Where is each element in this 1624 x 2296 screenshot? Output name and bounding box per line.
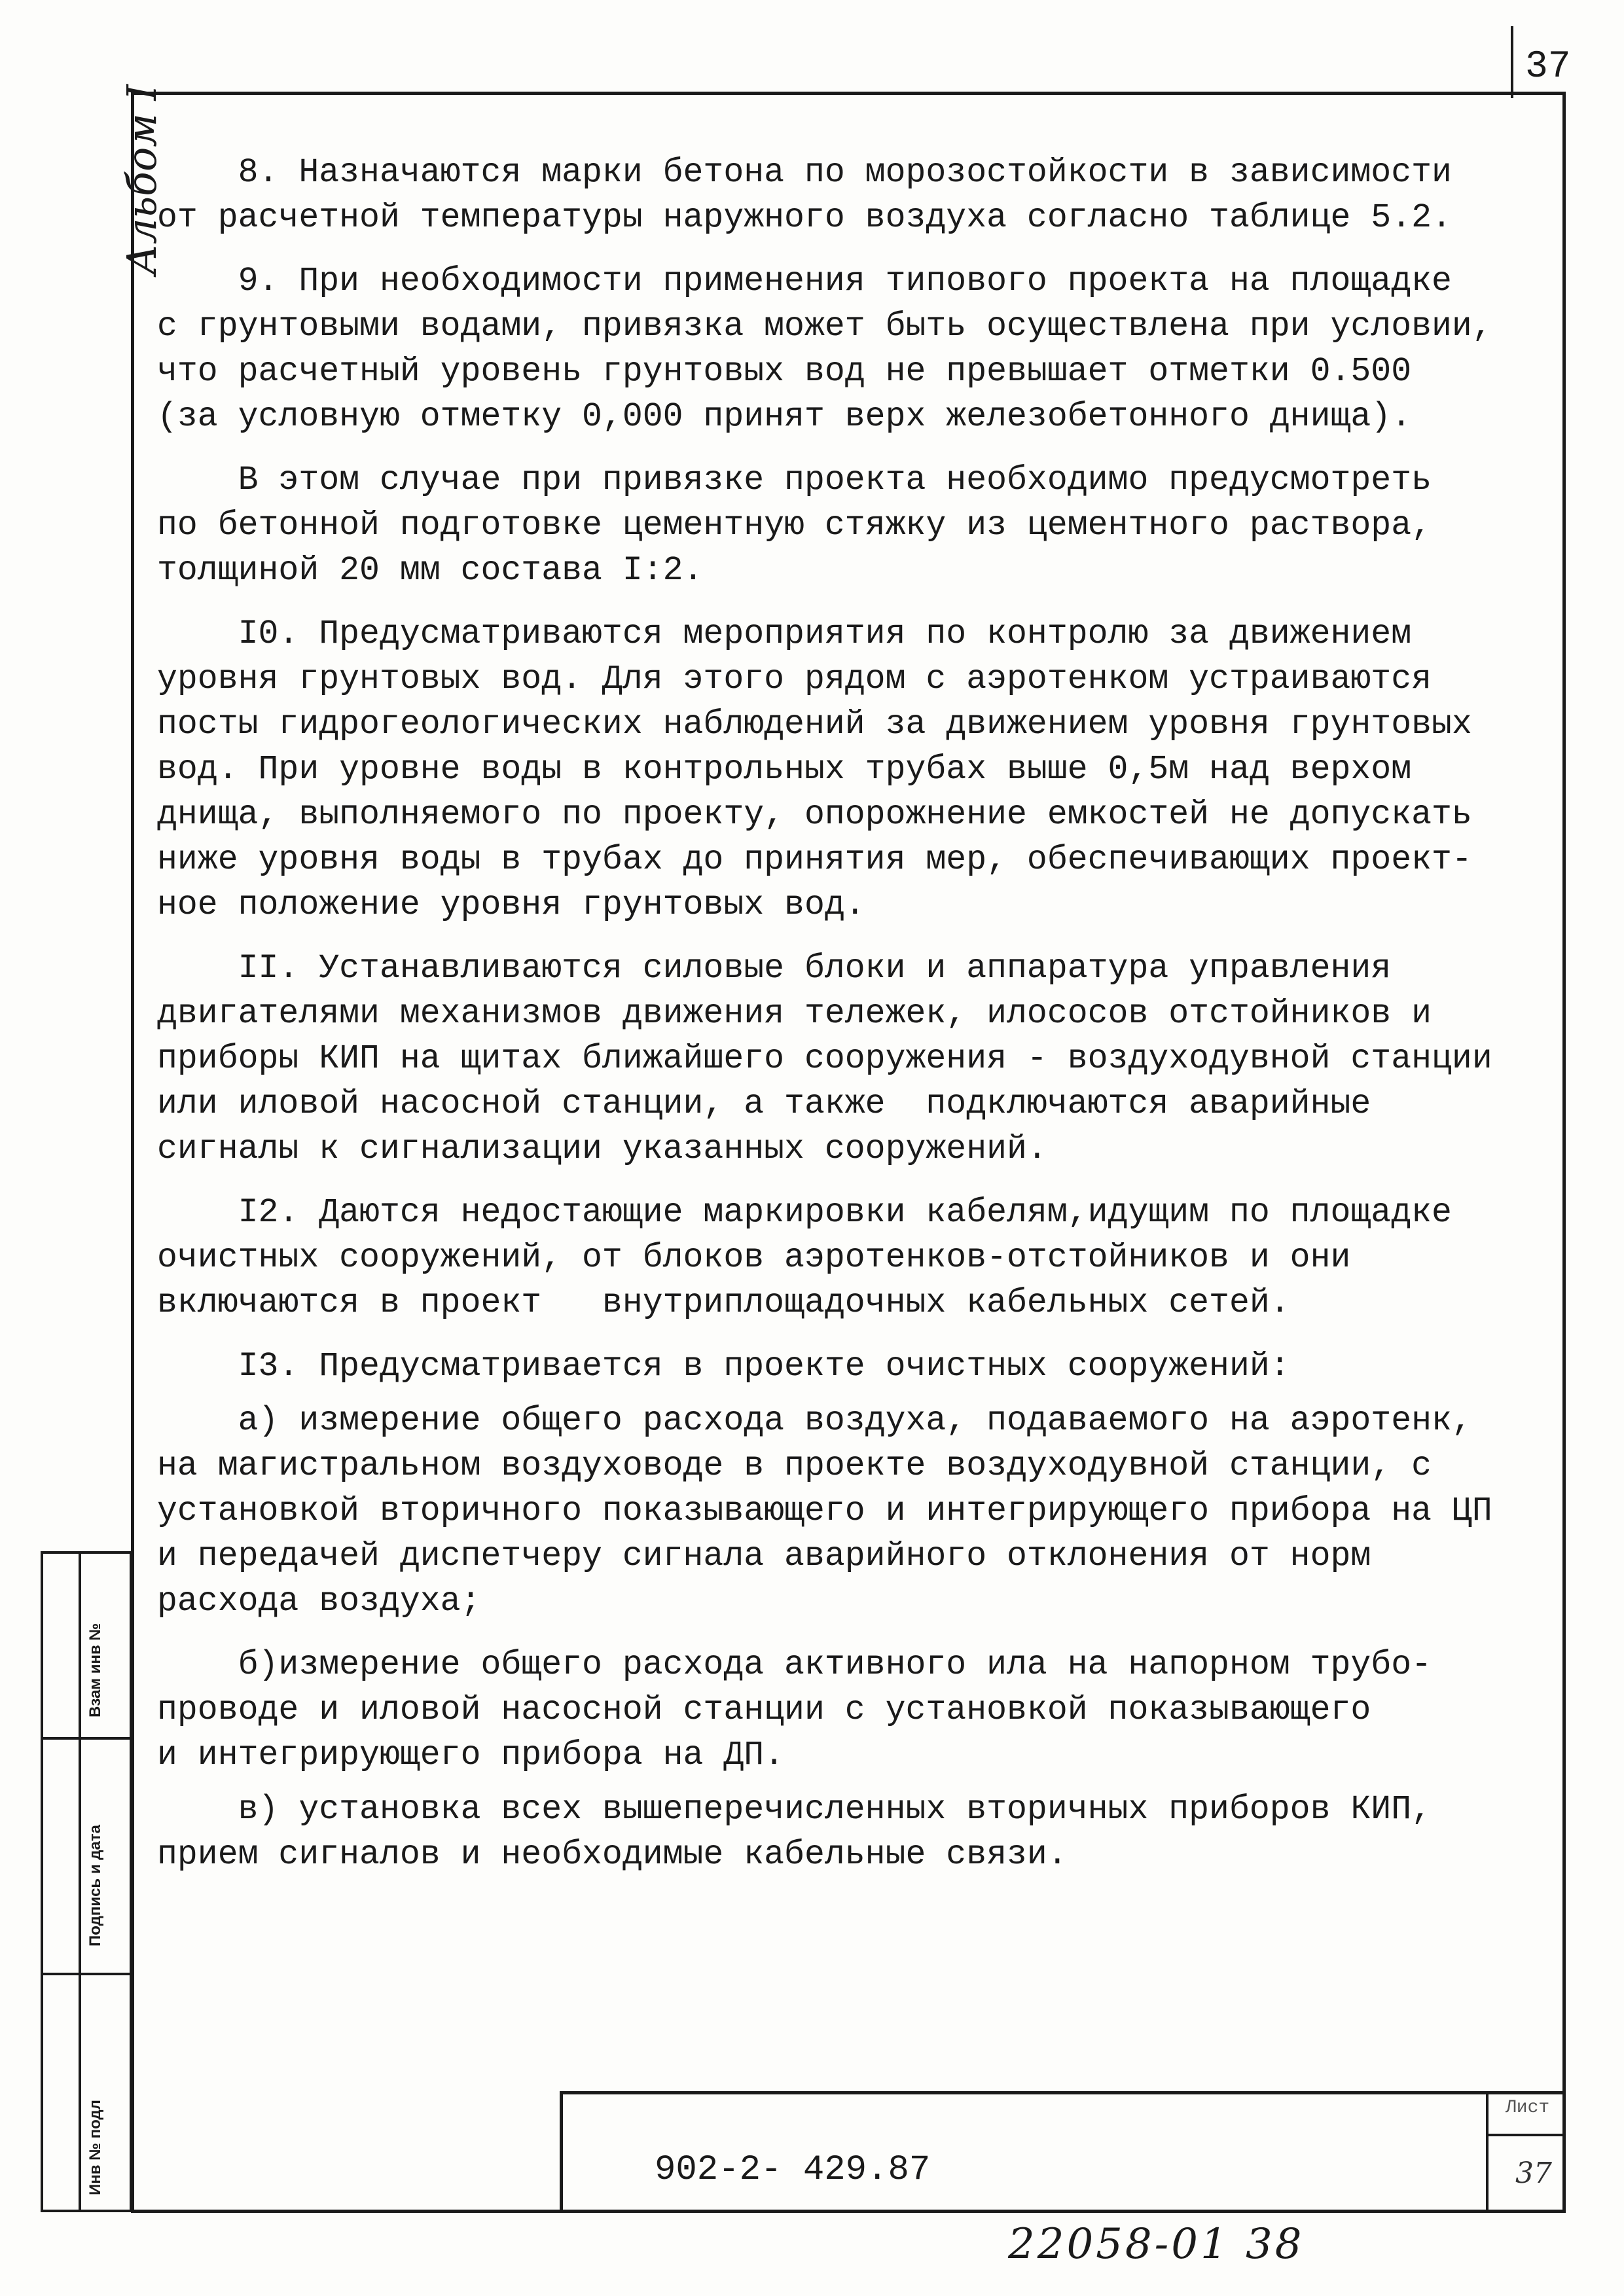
body-text bbox=[157, 151, 1551, 1896]
text-line: установкой вторичного показывающего и интегрирующего прибора на ЦП bbox=[157, 1492, 1492, 1530]
margin-note-album: Альбом I bbox=[118, 84, 166, 275]
paragraph bbox=[157, 1191, 1551, 1326]
sheet-number: 37 bbox=[1515, 2157, 1552, 2190]
text-line: вод. При уровне воды в контрольных трубах выше 0,5м над верхом bbox=[157, 751, 1412, 789]
paragraph bbox=[157, 1787, 1551, 1878]
page-number: 37 bbox=[1525, 46, 1571, 88]
text-line: на магистральном воздуховоде в проекте воздуходувной станции, с bbox=[157, 1447, 1432, 1485]
text-line: и интегрирующего прибора на ДП. bbox=[157, 1736, 785, 1774]
side-stamp-row-line bbox=[43, 1973, 130, 1975]
text-line: по бетонной подготовке цементную стяжку из цементного раствора, bbox=[157, 507, 1432, 545]
frame-top-line bbox=[131, 92, 1564, 95]
side-stamp bbox=[41, 1551, 132, 2212]
text-line: расхода воздуха; bbox=[157, 1583, 481, 1621]
paragraph bbox=[157, 1344, 1551, 1390]
text-line: двигателями механизмов движения тележек, илососов отстойников и bbox=[157, 995, 1432, 1033]
text-line: или иловой насосной станции, а также подключаются аварийные bbox=[157, 1085, 1371, 1123]
paragraph bbox=[157, 1643, 1551, 1778]
text-line: приборы КИП на щитах ближайшего сооружения - воздуходувной станции bbox=[157, 1040, 1492, 1078]
paragraph bbox=[157, 1399, 1551, 1624]
paragraph bbox=[157, 458, 1551, 594]
text-line: что расчетный уровень грунтовых вод не превышает отметки 0.500 bbox=[157, 353, 1412, 391]
stamp-label-sign-date: Подпись и дата bbox=[86, 1825, 104, 1946]
text-line: проводе и иловой насосной станции с установкой показывающего bbox=[157, 1691, 1371, 1729]
side-stamp-row-line bbox=[43, 1737, 130, 1740]
text-line: от расчетной температуры наружного воздуха согласно таблице 5.2. bbox=[157, 199, 1452, 237]
title-block-row-line bbox=[1486, 2134, 1566, 2136]
text-line: В этом случае при привязке проекта необходимо предусмотреть bbox=[157, 461, 1432, 499]
text-line: I2. Даются недостающие маркировки кабелям,идущим по площадке bbox=[157, 1194, 1452, 1232]
paragraph bbox=[157, 612, 1551, 928]
paragraph bbox=[157, 151, 1551, 241]
title-block-divider bbox=[1486, 2094, 1489, 2211]
text-line: уровня грунтовых вод. Для этого рядом с аэротенком устраиваются bbox=[157, 660, 1432, 698]
text-line: 9. При необходимости применения типового проекта на площадке bbox=[157, 262, 1452, 300]
text-line: ниже уровня воды в трубах до принятия мер, обеспечивающих проект- bbox=[157, 841, 1472, 879]
page-number-divider bbox=[1511, 26, 1513, 98]
text-line: прием сигналов и необходимые кабельные связи. bbox=[157, 1836, 1068, 1874]
frame-right-line bbox=[1562, 92, 1566, 2212]
paragraph bbox=[157, 259, 1551, 440]
text-line: в) установка всех вышеперечисленных вторичных приборов КИП, bbox=[157, 1791, 1432, 1829]
text-line: б)измерение общего расхода активного ила на напорном трубо- bbox=[157, 1646, 1432, 1684]
paragraph bbox=[157, 946, 1551, 1172]
text-line: (за условную отметку 0,000 принят верх железобетонного днища). bbox=[157, 398, 1412, 436]
title-block bbox=[560, 2091, 1562, 2211]
text-line: очистных сооружений, от блоков аэротенков-отстойников и они bbox=[157, 1239, 1351, 1277]
text-line: включаются в проект внутриплощадочных кабельных сетей. bbox=[157, 1284, 1290, 1322]
text-line: с грунтовыми водами, привязка может быть осуществлена при условии, bbox=[157, 308, 1492, 346]
text-line: а) измерение общего расхода воздуха, подаваемого на аэротенк, bbox=[157, 1402, 1472, 1440]
sheet-label: Лист bbox=[1506, 2098, 1550, 2118]
footer-archive-number: 22058-01 38 bbox=[1008, 2220, 1305, 2269]
text-line: II. Устанавливаются силовые блоки и аппаратура управления bbox=[157, 950, 1392, 988]
document-code: 902-2- 429.87 bbox=[655, 2150, 931, 2190]
text-line: и передачей диспетчеру сигнала аварийного отклонения от норм bbox=[157, 1537, 1371, 1575]
text-line: 8. Назначаются марки бетона по морозостойкости в зависимости bbox=[157, 154, 1452, 192]
stamp-label-inv-orig: Инв № подл bbox=[86, 2100, 104, 2195]
text-line: толщиной 20 мм состава I:2. bbox=[157, 552, 704, 590]
text-line: I0. Предусматриваются мероприятия по контролю за движением bbox=[157, 615, 1412, 653]
text-line: ное положение уровня грунтовых вод. bbox=[157, 886, 865, 924]
side-stamp-divider bbox=[79, 1554, 81, 2210]
text-line: днища, выполняемого по проекту, опорожнение емкостей не допускать bbox=[157, 796, 1472, 834]
text-line: посты гидрогеологических наблюдений за движением уровня грунтовых bbox=[157, 706, 1472, 744]
stamp-label-inv-replace: Взам инв № bbox=[86, 1623, 104, 1717]
text-line: I3. Предусматривается в проекте очистных сооружений: bbox=[157, 1348, 1290, 1386]
text-line: сигналы к сигнализации указанных сооружений. bbox=[157, 1130, 1047, 1168]
